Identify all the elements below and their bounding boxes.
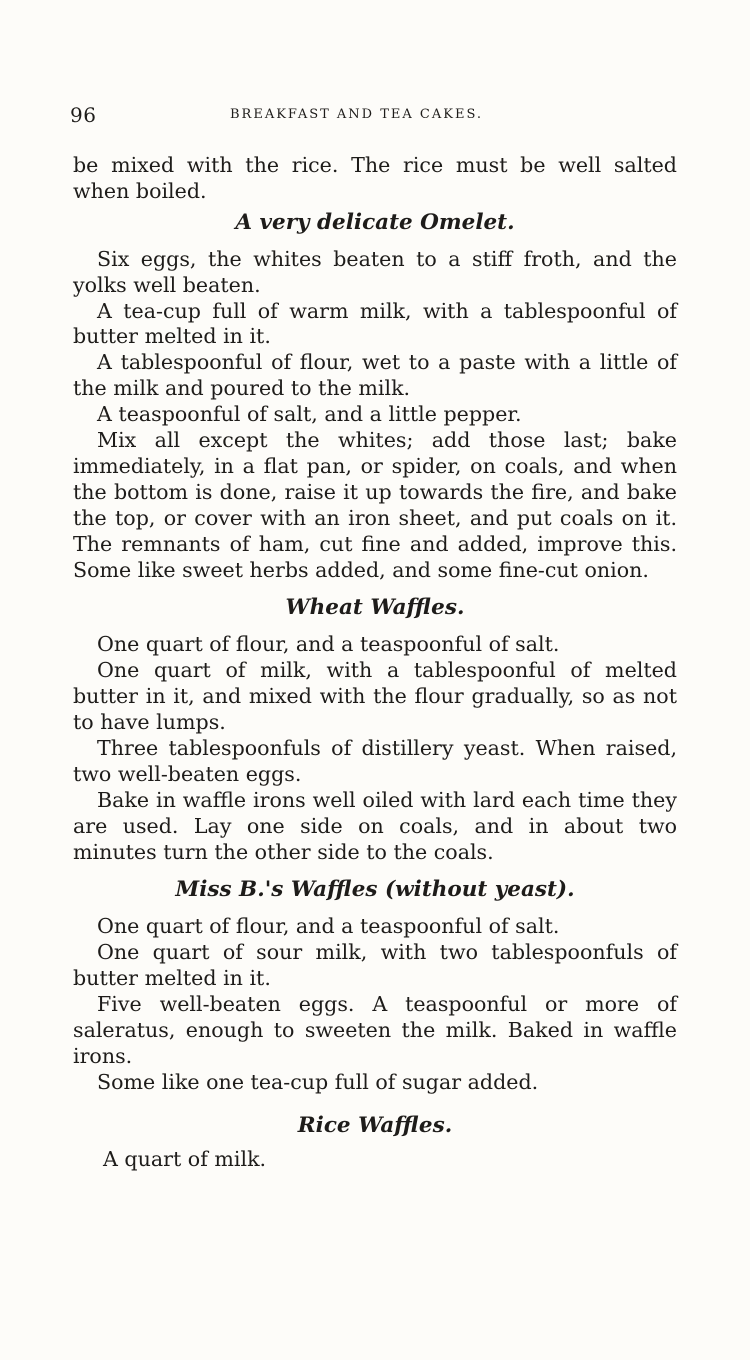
recipe-paragraph: Five well-beaten eggs. A teaspoonful or more of saleratus, enough to sweeten the milk. Baked in waffle irons. <box>73 992 677 1068</box>
recipe-paragraph: A teaspoonful of salt, and a little pepper. <box>97 402 522 427</box>
recipe-paragraph: A quart of milk. <box>103 1146 267 1171</box>
recipe-paragraph: One quart of sour milk, with two tablespoonfuls of butter melted in it. <box>73 940 677 991</box>
recipe-title-rice-waffles: Rice Waffles. <box>297 1112 453 1138</box>
page-body <box>73 153 677 1173</box>
recipe-paragraph: Six eggs, the whites beaten to a stiff froth, and the yolks well beaten. <box>73 246 677 297</box>
recipe-paragraph: Mix all except the whites; add those last; bake immediately, in a flat pan, or spider, on coals, and when the bottom is done, raise it up towards the fire, and bake the top, or cover with an iron sheet, and put coals on it. The remnants of ham, cut fine and added, improve this. Some like sweet herbs added, and some fine-cut onion. <box>73 428 677 582</box>
recipe-paragraph: A tablespoonful of flour, wet to a paste with a little of the milk and poured to the milk. <box>73 350 677 401</box>
recipe-paragraph: Some like one tea-cup full of sugar added. <box>97 1069 539 1094</box>
page-number: 96 <box>70 103 97 127</box>
recipe-paragraph: A tea-cup full of warm milk, with a tablespoonful of butter melted in it. <box>73 298 677 349</box>
running-title: BREAKFAST AND TEA CAKES. <box>230 107 484 122</box>
recipe-title-miss-b-waffles: Miss B.'s Waffles (without yeast). <box>175 876 575 902</box>
recipe-paragraph: Three tablespoonfuls of distillery yeast. When raised, two well-beaten eggs. <box>73 736 677 786</box>
recipe-paragraph: One quart of milk, with a tablespoonful of melted butter in it, and mixed with the flour gradually, so as not to have lumps. <box>73 658 677 735</box>
recipe-paragraph: One quart of flour, and a teaspoonful of salt. <box>97 632 560 657</box>
recipe-title-omelet: A very delicate Omelet. <box>235 209 515 235</box>
recipe-paragraph: Bake in waffle irons well oiled with lard each time they are used. Lay one side on coals, and in about two minutes turn the other side to the coals. <box>73 787 677 864</box>
recipe-title-wheat-waffles: Wheat Waffles. <box>285 594 465 620</box>
continued-paragraph: be mixed with the rice. The rice must be well salted when boiled. <box>73 153 677 203</box>
page-header <box>70 103 680 129</box>
recipe-paragraph: One quart of flour, and a teaspoonful of salt. <box>97 914 560 939</box>
